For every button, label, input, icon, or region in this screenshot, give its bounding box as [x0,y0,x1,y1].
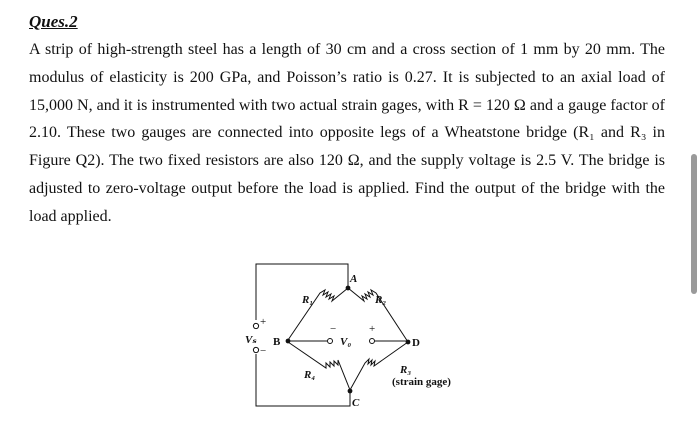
node-c-dot [348,389,353,394]
question-body: A strip of high-strength steel has a length of 30 cm and a cross section of 1 mm by 20 mm. The modulus of elasticity is 200 GPa, and Poisson’s ratio is 0.27. It is subjected to an axial load of 15,000 N, and it is instrumented with two actual strain gages, with R = 120 Ω and a gauge factor of 2.10. These two gauges are connected into opposite legs of a Wheatstone bridge (R₁ and R₃ in Figure Q2). The two fixed resistors are also 120 Ω, and the supply voltage is 2.5 V. The bridge is adjusted to zero-voltage output before the load is applied. Find the output of the bridge with the load applied. [29,41,665,225]
output-terminal-minus [328,339,333,344]
output-terminal-plus [370,339,375,344]
supply-voltage-label: Vₛ [245,334,257,346]
node-c-label: C [352,397,360,409]
supply-terminal-plus [253,323,258,328]
supply-wire-bottom [256,354,350,406]
output-voltage-label: V₀ [340,336,352,348]
r2-label: R₂ [375,294,387,306]
r4-label: R₄ [304,369,316,381]
r3-strain-gage-note: (strain gage) [392,376,451,388]
node-d-dot [406,340,411,345]
r3-label: R₃ [400,364,412,376]
node-a-dot [346,286,351,291]
node-a-label: A [350,273,358,285]
supply-minus-sign: − [260,345,267,357]
wheatstone-bridge-figure [240,256,460,416]
node-d-label: D [412,337,420,349]
resistor-r1 [288,288,348,340]
output-minus-sign: − [330,323,337,335]
scrollbar-thumb[interactable] [691,154,697,294]
supply-plus-sign: + [260,316,267,328]
question-title: Ques.2 [29,12,78,31]
supply-wire-top [256,264,348,320]
node-b-label: B [273,336,281,348]
output-plus-sign: + [369,323,376,335]
r1-label: R₁ [302,294,314,306]
supply-terminal-minus [253,347,258,352]
resistor-r4 [288,342,350,390]
